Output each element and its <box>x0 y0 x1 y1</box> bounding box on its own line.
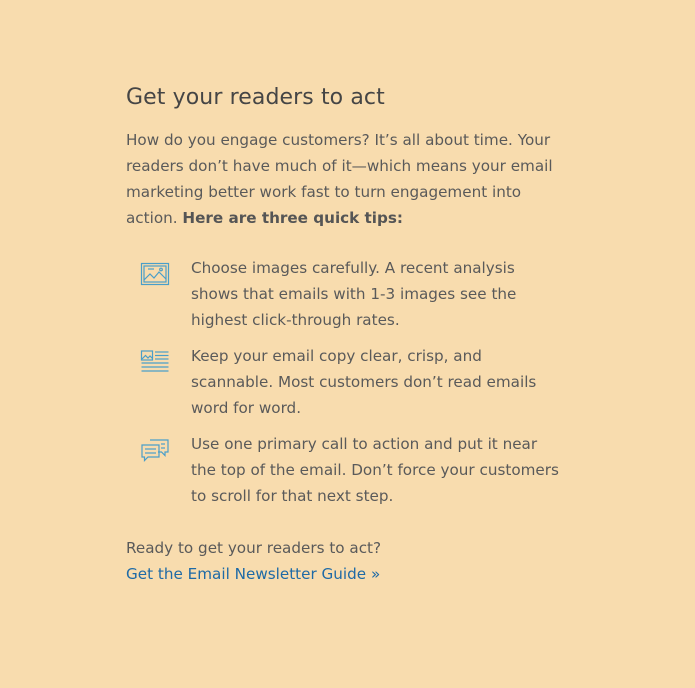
tip-item-cta <box>126 431 566 509</box>
tip-text-copy: Keep your email copy clear, crisp, and scannable. Most customers don’t read emails word for word. <box>191 347 537 417</box>
chat-bubbles-icon <box>140 437 170 463</box>
tips-list <box>126 255 566 509</box>
image-icon <box>140 261 170 287</box>
intro-text: How do you engage customers? It’s all about time. Your readers don’t have much of it—which means your email marketing better work fast to turn engagement into action. <box>126 131 553 227</box>
tip-item-images <box>126 255 566 333</box>
closing-question: Ready to get your readers to act? <box>126 539 382 557</box>
intro-paragraph <box>126 127 566 231</box>
closing-section <box>126 535 566 587</box>
intro-emphasis: Here are three quick tips: <box>182 209 404 227</box>
tip-text-cta: Use one primary call to action and put it near the top of the email. Don’t force your customers to scroll for that next step. <box>191 435 559 505</box>
content-card <box>126 82 566 587</box>
newsletter-guide-link[interactable]: Get the Email Newsletter Guide » <box>126 565 381 583</box>
document-layout-icon <box>140 349 170 375</box>
tip-text-images: Choose images carefully. A recent analysis shows that emails with 1-3 images see the highest click-through rates. <box>191 259 517 329</box>
page-title: Get your readers to act <box>126 85 385 110</box>
tip-item-copy <box>126 343 566 421</box>
